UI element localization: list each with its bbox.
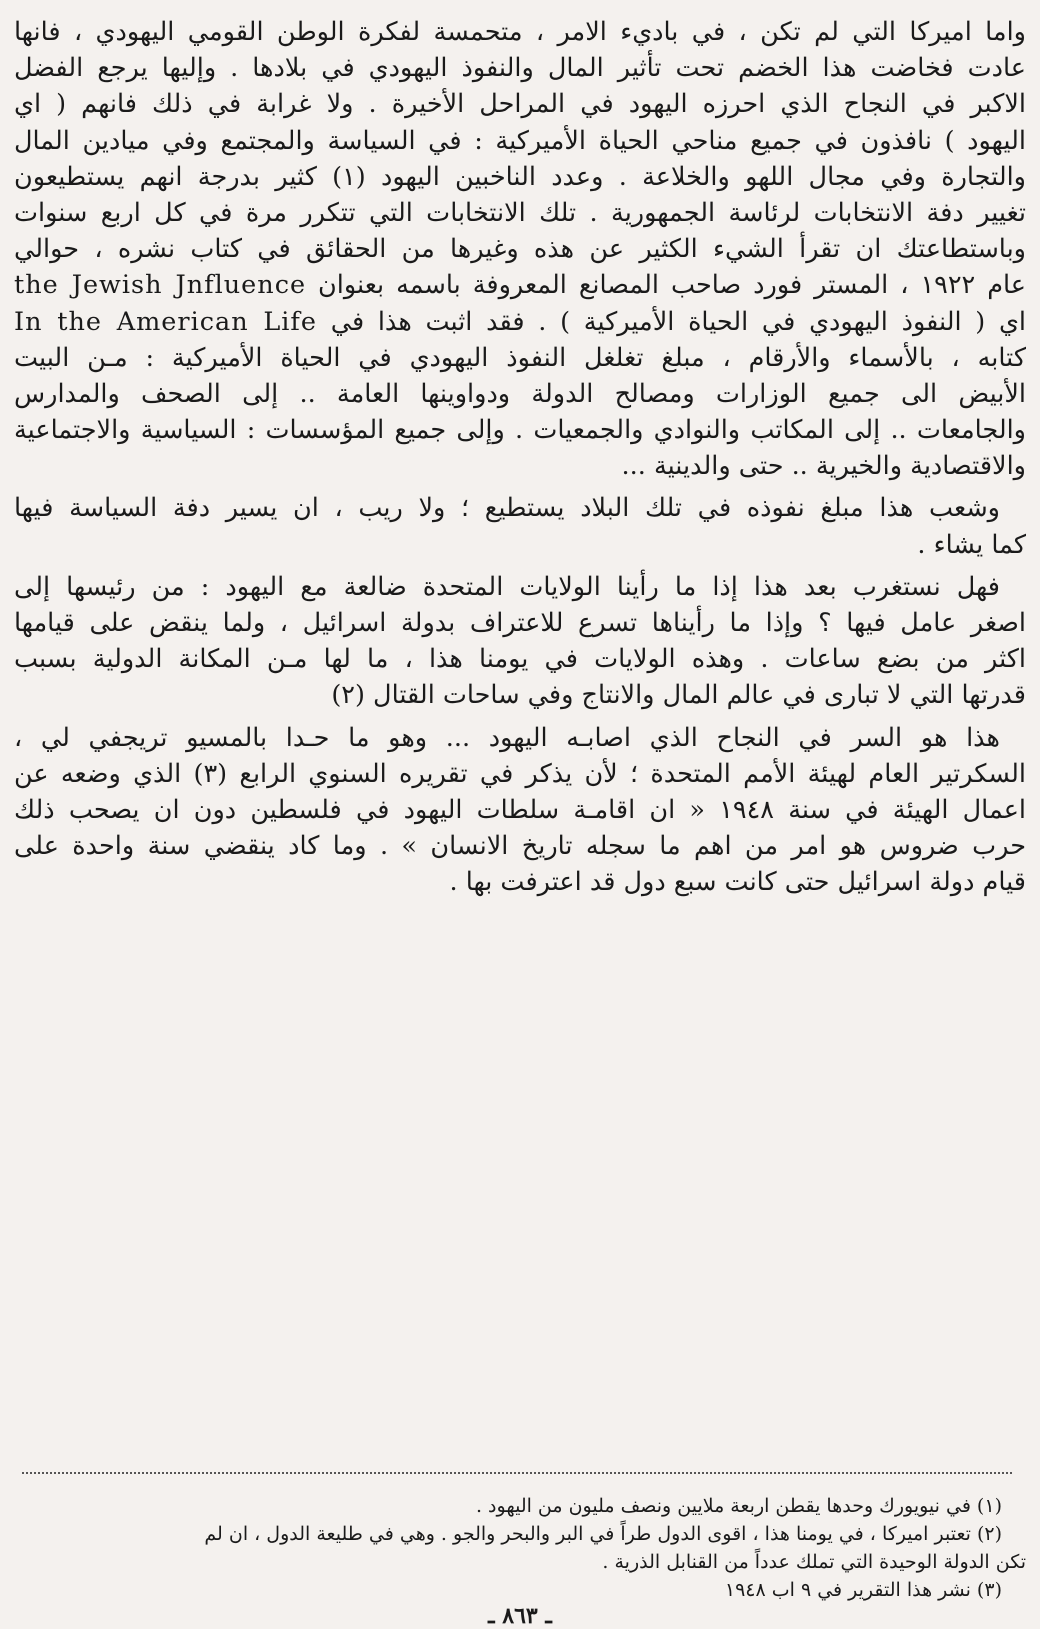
text-line: تغيير دفة الانتخابات لرئاسة الجمهورية . تلك الانتخابات التي تتكرر مرة في كل اربع سنوات xyxy=(14,197,1026,228)
main-text xyxy=(14,14,1026,901)
arabic-segment: عام ١٩٢٢ ، المستر فورد صاحب المصانع المعروفة باسمه بعنوان xyxy=(318,270,1026,301)
text-line: الاكبر في النجاح الذي احرزه اليهود في المراحل الأخيرة . ولا غرابة في ذلك فانهم ( اي xyxy=(14,89,1026,120)
text-line: عادت فخاضت هذا الخضم تحت تأثير المال والنفوذ اليهودي في بلادها . وإليها يرجع الفضل xyxy=(14,53,1026,84)
footnote-2-continued: تكن الدولة الوحيدة التي تملك عدداً من القنابل الذرية . xyxy=(602,1551,1026,1573)
footnote-2: (٢) تعتبر اميركا ، في يومنا هذا ، اقوى الدول طراً في البر والبحر والجو . وهي في طليعة الدول ، ان لم xyxy=(204,1523,1002,1545)
text-line: الأبيض الى جميع الوزارات ومصالح الدولة ودواوينها العامة .. إلى الصحف والمدارس xyxy=(14,378,1026,409)
footnotes xyxy=(14,1492,1026,1604)
text-line: كما يشاء . xyxy=(917,529,1026,560)
text-line: كتابه ، بالأسماء والأرقام ، مبلغ تغلغل النفوذ اليهودي في الحياة الأميركية : مـن البيت xyxy=(14,342,1026,373)
paragraph-2 xyxy=(14,490,1026,562)
paragraph-1 xyxy=(14,14,1026,484)
text-line: اليهود ) نافذون في جميع مناحي الحياة الأميركية : في السياسة والمجتمع وفي ميادين المال xyxy=(14,125,1026,156)
paragraph-4 xyxy=(14,720,1026,901)
text-line: قدرتها التي لا تبارى في عالم المال والانتاج وفي ساحات القتال (٢) xyxy=(331,680,1026,711)
text-line-mixed xyxy=(14,267,1026,303)
text-line: هذا هو السر في النجاح الذي اصابـه اليهود ... وهو ما حـدا بالمسيو تريجفي لي ، xyxy=(14,722,1000,753)
footnote-1: (١) في نيويورك وحدها يقطن اربعة ملايين ونصف مليون من اليهود . xyxy=(475,1495,1002,1517)
text-line: وشعب هذا مبلغ نفوذه في تلك البلاد يستطيع ؛ ولا ريب ، ان يسير دفة السياسة فيها xyxy=(14,493,1000,524)
book-title-latin: In the American Life xyxy=(14,306,317,337)
page-number: ـ ٨٦٣ ـ xyxy=(488,1603,552,1629)
paragraph-3 xyxy=(14,569,1026,714)
text-line: والتجارة وفي مجال اللهو والخلاعة . وعدد الناخبين اليهود (١) كثير بدرجة انهم يستطيعون xyxy=(14,161,1026,192)
text-line: والاقتصادية والخيرية .. حتى والدينية ... xyxy=(621,451,1026,482)
text-line: السكرتير العام لهيئة الأمم المتحدة ؛ لأن يذكر في تقريره السنوي الرابع (٣) الذي وضعه عن xyxy=(14,758,1026,789)
footnote-divider xyxy=(22,1472,1012,1474)
book-title-latin: the Jewish Jnfluence xyxy=(14,270,307,301)
text-line: قيام دولة اسرائيل حتى كانت سبع دول قد اعترفت بها . xyxy=(449,867,1026,898)
footnote-3: (٣) نشر هذا التقرير في ٩ اب ١٩٤٨ xyxy=(724,1579,1002,1601)
text-line: اصغر عامل فيها ؟ وإذا ما رأيناها تسرع للاعتراف بدولة اسرائيل ، ولما ينقض على قيامها xyxy=(14,608,1026,638)
text-line: اكثر من بضع ساعات . وهذه الولايات في يومنا هذا ، ما لها مـن المكانة الدولية بسبب xyxy=(14,644,1026,675)
text-line: اعمال الهيئة في سنة ١٩٤٨ « ان اقامـة سلطات اليهود في فلسطين دون ان يصحب ذلك xyxy=(14,794,1026,825)
arabic-segment: اي ( النفوذ اليهودي في الحياة الأميركية ) . فقد اثبت هذا في xyxy=(330,306,1026,337)
text-line: والجامعات .. إلى المكاتب والنوادي والجمعيات . وإلى جميع المؤسسات : السياسية والاجتماعية xyxy=(14,415,1026,446)
text-line: وباستطاعتك ان تقرأ الشيء الكثير عن هذه وغيرها من الحقائق في كتاب نشره ، حوالي xyxy=(14,234,1026,265)
text-line: فهل نستغرب بعد هذا إذا ما رأينا الولايات المتحدة ضالعة مع اليهود : من رئيسها إلى xyxy=(14,571,1000,602)
text-line-mixed xyxy=(14,304,1026,340)
text-line: حرب ضروس هو امر من اهم ما سجله تاريخ الانسان » . وما كاد ينقضي سنة واحدة على xyxy=(14,831,1026,862)
text-line: واما اميركا التي لم تكن ، في باديء الامر ، متحمسة لفكرة الوطن القومي اليهودي ، فانها xyxy=(14,17,1026,47)
book-page xyxy=(14,14,1026,1629)
